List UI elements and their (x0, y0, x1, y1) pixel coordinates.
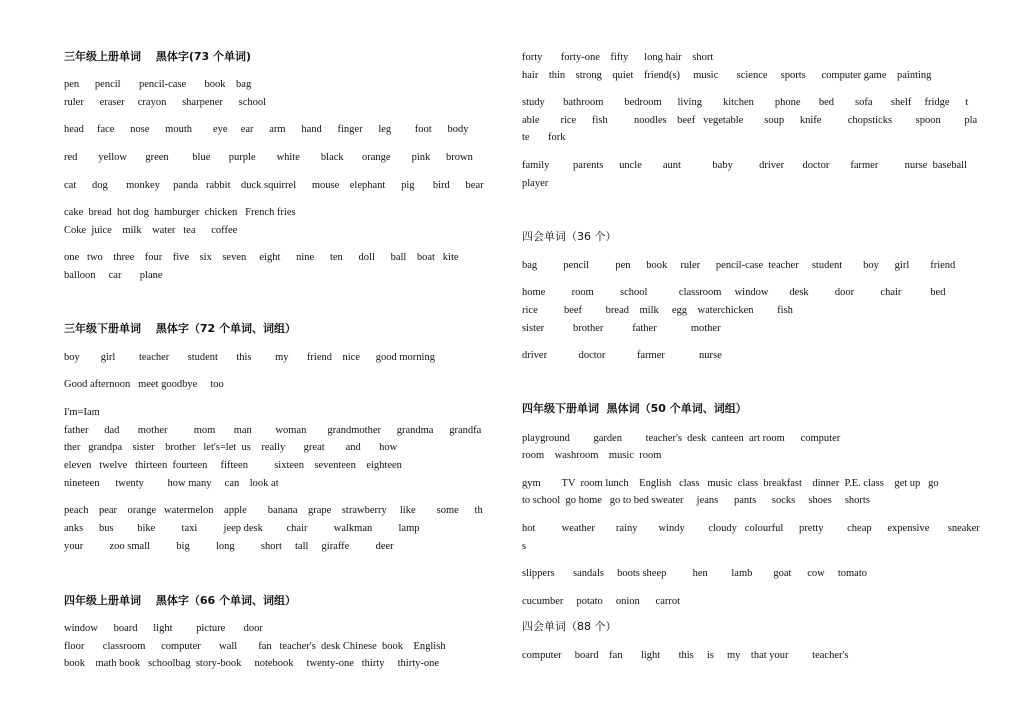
word-line: ruler eraser crayon sharpener school (64, 97, 267, 108)
word-line: sister brother father mother (522, 323, 721, 334)
word-line: peach pear orange watermelon apple banana grape strawberry like some th (64, 505, 483, 516)
word-line: home room school classroom window desk door chair bed (522, 287, 946, 298)
grade3-vol2-heading: 三年级下册单词 黑体字（72 个单词、词组） (64, 322, 296, 335)
word-line: playground garden teacher's desk canteen art room computer (522, 433, 841, 444)
word-line: your zoo small big long short tall giraffe deer (64, 541, 394, 552)
word-line: Coke juice milk water tea coffee (64, 225, 238, 236)
word-line: family parents uncle aunt baby driver doctor farmer nurse baseball (522, 160, 967, 171)
grade4-vol2-core-words-heading: 四会单词（88 个） (522, 620, 617, 633)
word-line: to school go home go to bed sweater jeans pants socks shoes shorts (522, 495, 870, 506)
word-line: forty forty-one fifty long hair short (522, 52, 714, 63)
grade4-vol1-core-words-heading: 四会单词（36 个） (522, 230, 617, 243)
grade4-vol1-heading: 四年级上册单词 黑体字（66 个单词、词组） (64, 594, 296, 607)
word-line: hair thin strong quiet friend(s) music science sports computer game painting (522, 70, 932, 81)
word-line: pen pencil pencil-case book bag (64, 79, 252, 90)
grade3-vol1-heading: 三年级上册单词 黑体字(73 个单词) (64, 50, 252, 63)
word-line: Good afternoon meet goodbye too (64, 379, 224, 390)
word-line: te fork (522, 132, 566, 143)
word-line: eleven twelve thirteen fourteen fifteen sixteen seventeen eighteen (64, 460, 402, 471)
word-line: bag pencil pen book ruler pencil-case teacher student boy girl friend (522, 260, 956, 271)
word-line: one two three four five six seven eight nine ten doll ball boat kite (64, 252, 459, 263)
word-line: rice beef bread milk egg waterchicken fish (522, 305, 793, 316)
word-line: driver doctor farmer nurse (522, 350, 722, 361)
word-line: floor classroom computer wall fan teacher's desk Chinese book English (64, 641, 446, 652)
word-line: ther grandpa sister brother let's=let us really great and how (64, 442, 398, 453)
word-line: gym TV room lunch English class music class breakfast dinner P.E. class get up go (522, 478, 939, 489)
word-line: player (522, 178, 549, 189)
word-line: cake bread hot dog hamburger chicken French fries (64, 207, 296, 218)
word-line: computer board fan light this is my that your teacher's (522, 650, 849, 661)
word-line: hot weather rainy windy cloudy colourful pretty cheap expensive sneaker (522, 523, 980, 534)
word-line: head face nose mouth eye ear arm hand finger leg foot body (64, 124, 469, 135)
word-line: red yellow green blue purple white black orange pink brown (64, 152, 473, 163)
word-line: boy girl teacher student this my friend nice good morning (64, 352, 435, 363)
word-line: nineteen twenty how many can look at (64, 478, 279, 489)
word-line: anks bus bike taxi jeep desk chair walkman lamp (64, 523, 420, 534)
word-line: slippers sandals boots sheep hen lamb goat cow tomato (522, 568, 867, 579)
word-line: cat dog monkey panda rabbit duck squirrel mouse elephant pig bird bear (64, 180, 484, 191)
word-line: I'm=Iam (64, 407, 100, 418)
word-line: study bathroom bedroom living kitchen phone bed sofa shelf fridge t (522, 97, 969, 108)
word-line: balloon car plane (64, 270, 163, 281)
word-line: room washroom music room (522, 450, 662, 461)
word-line: window board light picture door (64, 623, 263, 634)
word-line: father dad mother mom man woman grandmother grandma grandfa (64, 425, 482, 436)
grade4-vol2-heading: 四年级下册单词 黑体词（50 个单词、词组） (522, 402, 747, 415)
word-line: cucumber potato onion carrot (522, 596, 681, 607)
word-line: able rice fish noodles beef vegetable soup knife chopsticks spoon pla (522, 115, 978, 126)
word-line: s (522, 541, 527, 552)
word-line: book math book schoolbag story-book notebook twenty-one thirty thirty-one (64, 658, 440, 669)
